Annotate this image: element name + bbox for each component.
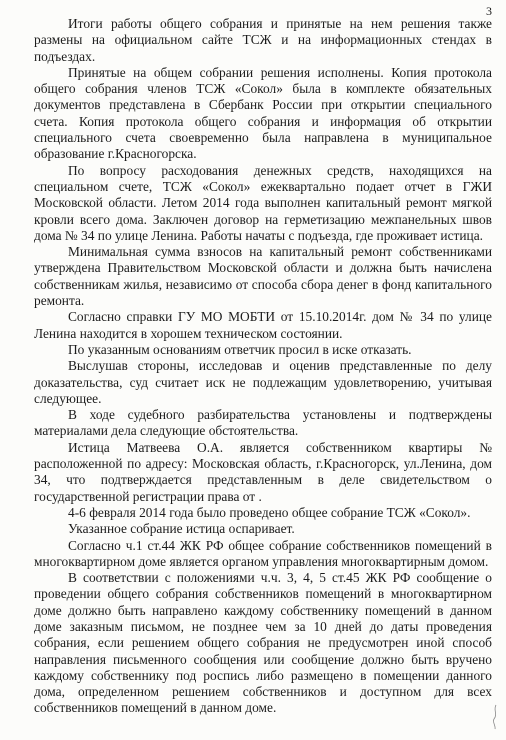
paragraph-article-45: В соответствии с положениями ч.ч. 3, 4, 5 ст.45 ЖК РФ сообщение о проведении общего собрания собственников помещений в многоквартирном доме должно быть направлено каждому собственнику помещений в данном доме заказным письмом, не позднее чем за 10 дней до даты проведения собрания, если решением общего собрания не предусмотрен иной способ направления письменного сообщения или сообщение должно быть вручено каждому собственнику под роспись либо размещено в помещении данного дома, определенном решением собственников и доступном для всех собственников помещений в данном доме. xyxy=(34,570,492,716)
paragraph-established-facts: В ходе судебного разбирательства установлены и подтверждены материалами дела следующие обстоятельства. xyxy=(34,407,492,439)
margin-scribble xyxy=(490,704,500,730)
paragraph-mobti-certificate: Согласно справки ГУ МО МОБТИ от 15.10.2014г. дом № 34 по улице Ленина находится в хорошем техническом состоянии. xyxy=(34,309,492,341)
paragraph-meeting-disputed: Указанное собрание истица оспаривает. xyxy=(68,521,295,537)
page-number: 3 xyxy=(486,4,492,18)
document-body xyxy=(34,16,492,717)
paragraph-plaintiff-ownership: Истица Матвеева О.А. является собственником квартиры № расположенной по адресу: Московская область, г.Красногорск, ул.Ленина, дом 34, что подтверждается представленным в деле свидетельством о государственной регистрации права от . xyxy=(34,439,492,504)
paragraph-results-published: Итоги работы общего собрания и принятые на нем решения также размены на официальном сайте ТСЖ и на информационных стендах в подъездах. xyxy=(34,16,492,64)
paragraph-decisions-executed: Принятые на общем собрании решения исполнены. Копия протокола общего собрания членов ТСЖ «Сокол» была в комплекте обязательных документов представлена в Сбербанк России при открытии специального счета. Копия протокола общего собрания и информация об открытии специального счета своевременно была направлена в муниципальное образование г.Красногорска. xyxy=(34,64,492,162)
paragraph-article-44: Согласно ч.1 ст.44 ЖК РФ общее собрание собственников помещений в многоквартирном доме является органом управления многоквартирным домом. xyxy=(34,537,492,569)
paragraph-minimum-contribution: Минимальная сумма взносов на капитальный ремонт собственниками утверждена Правительством Московской области и должна быть начислена собственникам жилья, независимо от способа сбора денег в фонд капитального ремонта. xyxy=(34,244,492,309)
paragraph-meeting-date: 4-6 февраля 2014 года было проведено общее собрание ТСЖ «Сокол». xyxy=(68,504,471,520)
paragraph-special-account: По вопросу расходования денежных средств, находящихся на специальном счете, ТСЖ «Сокол» ежеквартально подает отчет в ГЖИ Московской области. Летом 2014 года выполнен капитальный ремонт мягкой кровли всего дома. Заключен договор на герметизацию межпанельных швов дома № 34 по улице Ленина. Работы начаты с подъезда, где проживает истица. xyxy=(34,162,492,243)
paragraph-defendant-request: По указанным основаниям ответчик просил в иске отказать. xyxy=(68,341,412,357)
paragraph-court-finding: Выслушав стороны, исследовав и оценив представленные по делу доказательства, суд считает иск не подлежащим удовлетворению, учитывая следующее. xyxy=(34,358,492,406)
